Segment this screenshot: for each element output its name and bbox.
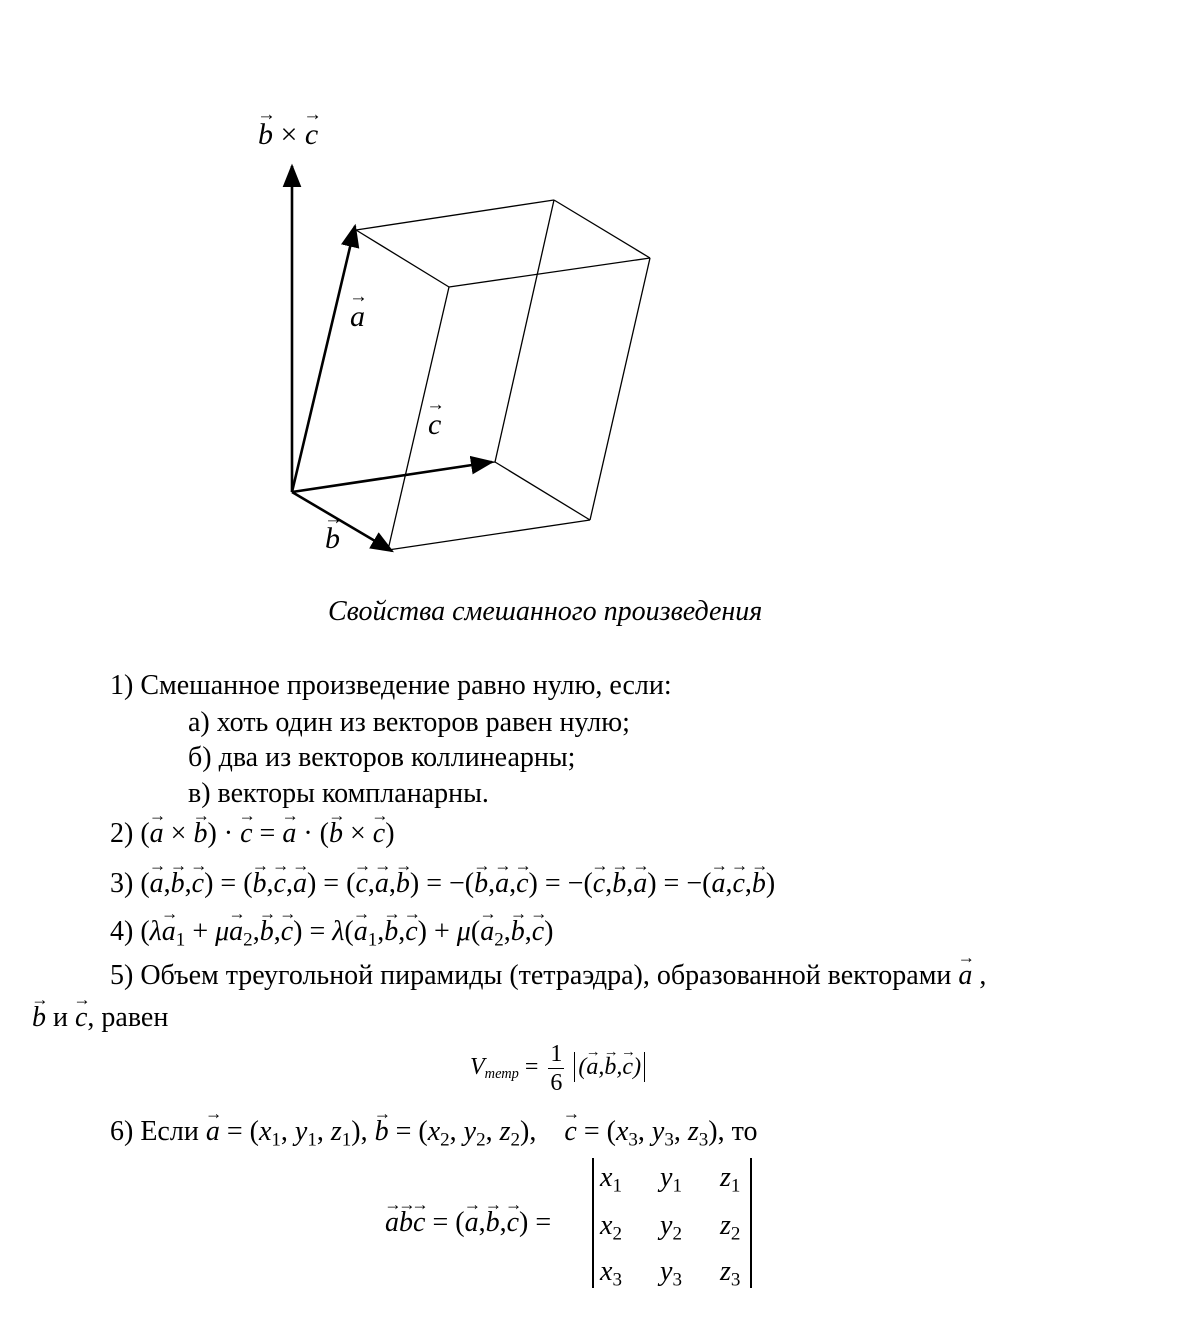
det-cell-x1: $x_1$ xyxy=(600,1162,622,1197)
tetrahedron-volume-formula: $V_{тетр}$ = $\frac{1}{6}$ (→ a,→ b,→ c) xyxy=(470,1040,645,1097)
det-cell-z3: $z_3$ xyxy=(720,1256,741,1291)
edge xyxy=(495,462,590,520)
edge xyxy=(356,200,554,230)
label-vector-a: → a xyxy=(350,300,365,334)
label-vector-b: → b xyxy=(325,522,340,556)
property-5-line1: 5) Объем треугольной пирамиды (тетраэдра), образованной векторами → a , xyxy=(110,960,986,992)
det-cell-y3: $y_3$ xyxy=(660,1256,682,1291)
edge xyxy=(554,200,650,258)
vector-a-arrow xyxy=(292,226,355,492)
det-cell-z2: $z_2$ xyxy=(720,1210,741,1245)
property-6: 6) Если → $a = (x_1$, $y_1$, $z_1$), → $b = (x_2$, $y_2$, $z_2$), → $c = (x_3$, $y_3$, $z_3$), то xyxy=(110,1116,757,1156)
property-1c: в) векторы компланарны. xyxy=(188,778,489,809)
parallelepiped-diagram xyxy=(0,0,1190,600)
property-2: 2) (→ a × → b) · → c = → a · (→ b × → c) xyxy=(110,818,395,850)
det-cell-x3: $x_3$ xyxy=(600,1256,622,1291)
edge xyxy=(449,258,650,287)
property-3: 3) (→ a,→ b,→ c) = (→ b,→ c,→ a) = (→ c,→ a,→ b) = −(→ b,→ a,→ c) = −(→ c,→ b,→ a) = −(→ a,→ c,→ b) xyxy=(110,868,775,900)
det-cell-x2: $x_2$ xyxy=(600,1210,622,1245)
edge xyxy=(388,520,590,550)
property-5-line2: → b и → c, равен xyxy=(32,1002,168,1034)
property-1b: б) два из векторов коллинеарны; xyxy=(188,742,576,773)
edge xyxy=(356,230,449,287)
property-1a: а) хоть один из векторов равен нулю; xyxy=(188,707,630,738)
label-b-cross-c: → b × → c xyxy=(258,118,318,152)
det-cell-y2: $y_2$ xyxy=(660,1210,682,1245)
det-cell-y1: $y_1$ xyxy=(660,1162,682,1197)
det-cell-z1: $z_1$ xyxy=(720,1162,741,1197)
label-vector-c: → c xyxy=(428,408,441,442)
property-4: 4) $(\lambda\to a_1 + \mu\to a_2,\to b,\to c) = \lambda(\to a_1,\to b,\to c) + \mu(\to a_2,\to b,\to c)$ xyxy=(110,916,553,956)
figure-caption: Свойства смешанного произведения xyxy=(328,596,763,627)
property-1: 1) Смешанное произведение равно нулю, если: xyxy=(110,670,672,701)
edge xyxy=(495,200,554,462)
triple-product-expression: → a→ b→ c = (→ a,→ b,→ c) = xyxy=(385,1207,551,1239)
edge xyxy=(590,258,650,520)
vector-c-arrow xyxy=(292,462,492,492)
